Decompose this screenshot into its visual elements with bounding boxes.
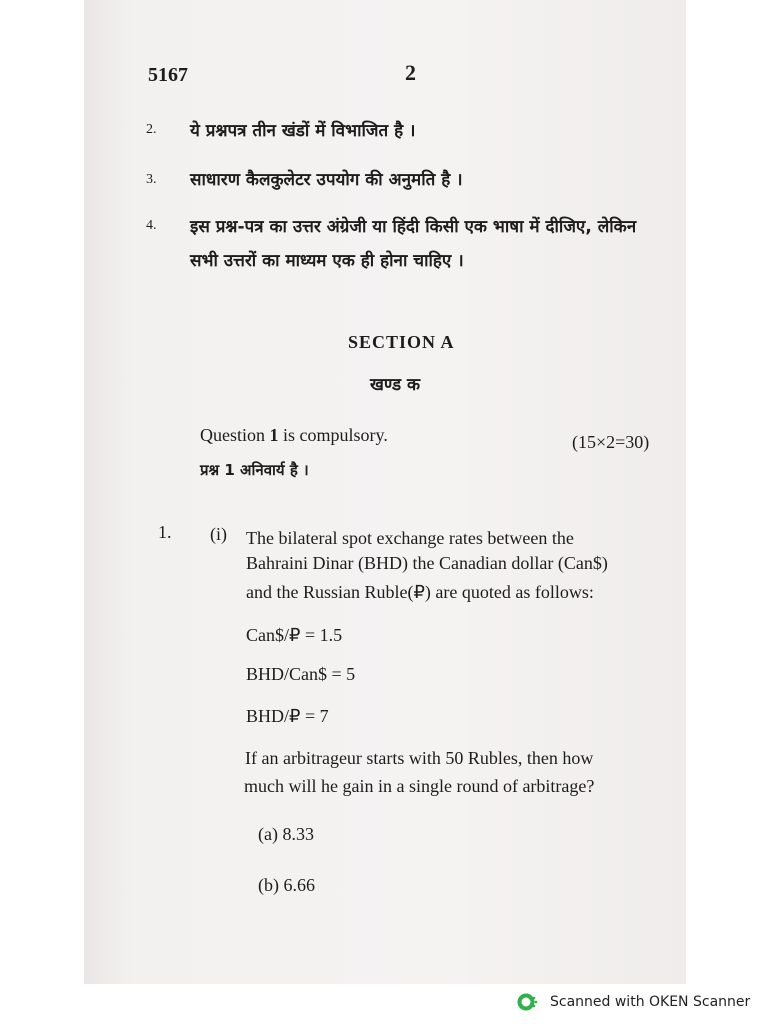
exchange-rate: BHD/₽ = 7 [246, 706, 329, 726]
instruction-text: साधारण कैलकुलेटर उपयोग की अनुमति है । [190, 170, 463, 190]
instruction-number: 2. [146, 122, 157, 137]
instruction-text: ये प्रश्नपत्र तीन खंडों में विभाजित है । [190, 121, 416, 141]
subquestion-number: (i) [210, 524, 227, 544]
instruction-number: 3. [146, 172, 157, 187]
compulsory-note: Question 1 is compulsory. [200, 425, 388, 445]
watermark-text: Scanned with OKEN Scanner [550, 994, 751, 1010]
section-title-hindi: खण्ड क [370, 375, 421, 395]
paper-code: 5167 [148, 64, 188, 86]
instruction-text: सभी उत्तरों का माध्यम एक ही होना चाहिए । [190, 251, 464, 271]
question-line: much will he gain in a single round of arbitrage? [244, 776, 595, 796]
exchange-rate: BHD/Can$ = 5 [246, 664, 356, 684]
option-a: (a) 8.33 [258, 824, 314, 844]
exchange-rate: Can$/₽ = 1.5 [246, 625, 343, 645]
section-title: SECTION A [348, 332, 455, 352]
page-number: 2 [405, 60, 416, 85]
question-number: 1. [158, 522, 172, 542]
option-b: (b) 6.66 [258, 875, 315, 895]
scanned-page [84, 0, 686, 984]
marks: (15×2=30) [572, 432, 650, 452]
instruction-number: 4. [146, 218, 157, 233]
instruction-text: इस प्रश्न-पत्र का उत्तर अंग्रेजी या हिंदी किसी एक भाषा में दीजिए, लेकिन [190, 217, 637, 237]
question-line: and the Russian Ruble(₽) are quoted as follows: [246, 582, 594, 602]
oken-logo-icon [516, 990, 540, 1014]
compulsory-note-hindi: प्रश्न 1 अनिवार्य है । [200, 461, 309, 479]
question-line: Bahraini Dinar (BHD) the Canadian dollar (Can$) [246, 553, 608, 573]
question-line: The bilateral spot exchange rates between the [246, 528, 574, 548]
question-line: If an arbitrageur starts with 50 Rubles, then how [245, 748, 594, 768]
scanner-watermark [516, 990, 750, 1014]
